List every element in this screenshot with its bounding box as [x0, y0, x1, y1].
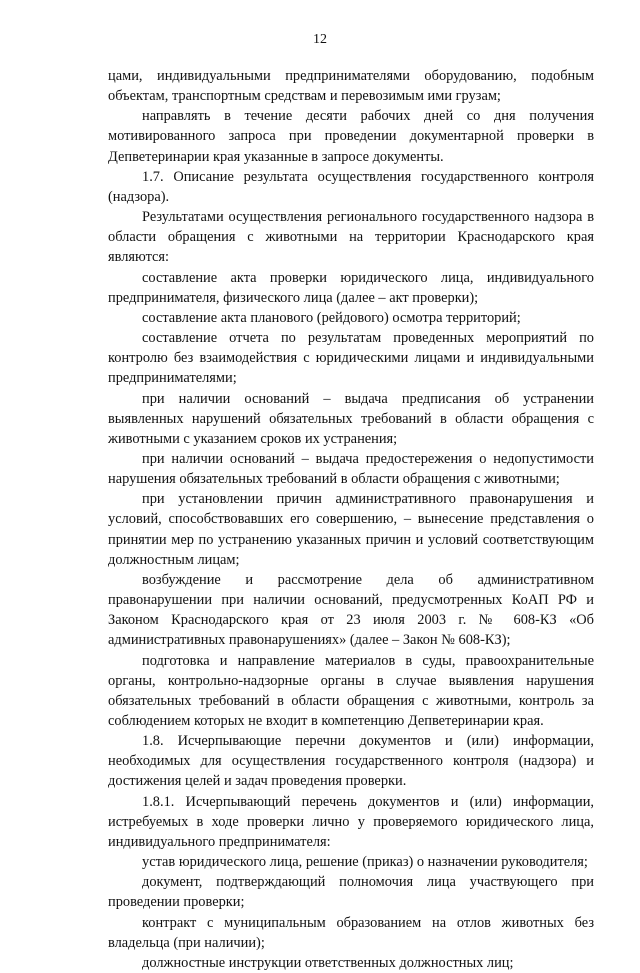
list-item: составление отчета по результатам проведенных мероприятий по контролю без взаимодействия с юридическими лицами и индивидуальными предпринимателями; [108, 330, 594, 387]
section-heading: 1.8. Исчерпывающие перечни документов и (или) информации, необходимых для осуществления государственного контроля (надзора) и достижения целей и задач проведения проверки. [108, 733, 594, 790]
list-item: составление акта планового (рейдового) осмотра территорий; [142, 309, 521, 326]
page-number: 12 [313, 32, 327, 47]
list-item: контракт с муниципальным образованием на отлов животных без владельца (при наличии); [108, 914, 594, 951]
paragraph: Результатами осуществления регионального государственного надзора в области обращения с животными на территории Краснодарского края являются: [108, 209, 594, 266]
document-body [108, 66, 594, 973]
paragraph: направлять в течение десяти рабочих дней со дня получения мотивированного запроса при проведении документарной проверки в Депветеринарии края указанные в запросе документы. [108, 108, 594, 165]
list-item: документ, подтверждающий полномочия лица участвующего при проведении проверки; [108, 874, 594, 911]
section-heading: 1.8.1. Исчерпывающий перечень документов и (или) информации, истребуемых в ходе проверки лично у проверяемого юридического лица, индивидуального предпринимателя: [108, 793, 594, 850]
list-item: при наличии оснований – выдача предписания об устранении выявленных нарушений обязательных требований в области обращения с животными с указанием сроков их устранения; [108, 390, 594, 447]
list-item: при наличии оснований – выдача предостережения о недопустимости нарушения обязательных требований в области обращения с животными; [108, 450, 594, 488]
list-item: составление акта проверки юридического лица, индивидуального предпринимателя, физического лица (далее – акт проверки); [108, 269, 594, 306]
list-item: возбуждение и рассмотрение дела об административном правонарушении при наличии оснований, предусмотренных КоАП РФ и Законом Краснодарского края от 23 июля 2003 г. № 608-КЗ «Об административных правонарушениях» (далее – Закон № 608-КЗ); [108, 571, 594, 649]
list-item: должностные инструкции ответственных должностных лиц; [142, 954, 514, 971]
list-item: при установлении причин административного правонарушения и условий, способствовавших его совершению, – вынесение представления о принятии мер по устранению указанных причин и условий соответствующим должностным лицам; [108, 491, 594, 568]
list-item: устав юридического лица, решение (приказ) о назначении руководителя; [142, 854, 588, 871]
list-item: подготовка и направление материалов в суды, правоохранительные органы, контрольно-надзорные органы в случае выявления нарушения обязательных требований в области обращения с животными, контроль за соблюдением которых не входит в компетенцию Депветеринарии края. [108, 652, 594, 729]
section-heading: 1.7. Описание результата осуществления государственного контроля (надзора). [108, 168, 594, 205]
paragraph: цами, индивидуальными предпринимателями оборудованию, подобным объектам, транспортным средствам и перевозимым ими грузам; [108, 68, 594, 105]
